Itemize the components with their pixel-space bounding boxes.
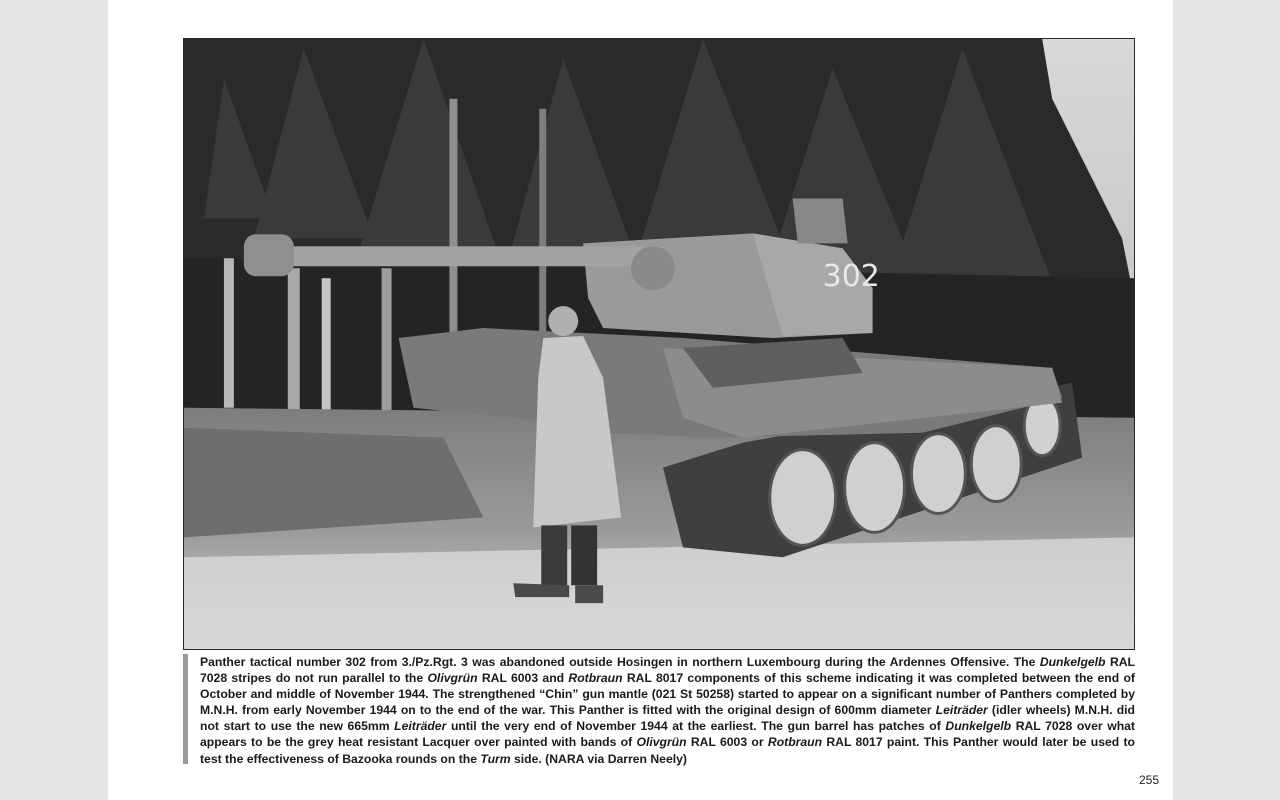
panther-tank-photo: [183, 38, 1135, 650]
photo-caption: Panther tactical number 302 from 3./Pz.Rgt. 3 was abandoned outside Hosingen in northern Luxembourg during the Ardennes Offensive. The Dunkelgelb RAL 7028 stripes do not run parallel to the Olivgrün RAL 6003 and Rotbraun RAL 8017 components of this scheme indicating it was completed between the end of October and middle of November 1944. The strengthened “Chin” gun mantle (021 St 50258) started to appear on a significant number of Panthers completed by M.N.H. from early November 1944 on to the end of the war. This Panther is fitted with the original design of 600mm diameter Leiträder (idler wheels) M.N.H. did not start to use the new 665mm Leiträder until the very end of November 1944 at the earliest. The gun barrel has patches of Dunkelgelb RAL 7028 over what appears to be the grey heat resistant Lacquer over painted with bands of Olivgrün RAL 6003 or Rotbraun RAL 8017 paint. This Panther would later be used to test the effectiveness of Bazooka rounds on the Turm side. (NARA via Darren Neely): [183, 654, 1135, 764]
book-page: [108, 0, 1173, 800]
turret-number: 302: [822, 259, 880, 295]
page-number: 255: [1138, 773, 1159, 787]
photo-illustration: [184, 39, 1134, 649]
